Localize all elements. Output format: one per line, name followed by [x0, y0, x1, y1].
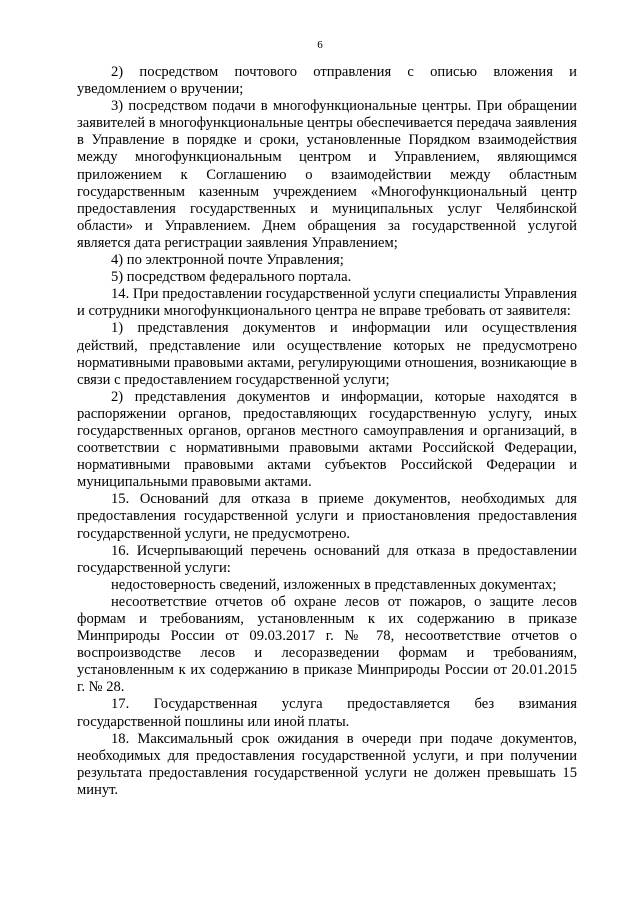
paragraph-item-16-ground-1: недостоверность сведений, изложенных в представленных документах;: [111, 576, 557, 593]
paragraph-email-submission: 4) по электронной почте Управления;: [111, 252, 344, 269]
paragraph-item-18: 18. Максимальный срок ожидания в очереди при подаче документов, необходимых для предоставления государственной услуги, и при получении результата предоставления государственной услуги не должен превышать 15 минут.: [77, 730, 577, 798]
paragraph-portal-submission: 5) посредством федерального портала.: [111, 269, 352, 286]
paragraph-item-17: 17. Государственная услуга предоставляется без взимания государственной пошлины или иной платы.: [77, 696, 577, 730]
page-number: 6: [317, 39, 323, 51]
paragraph-item-16: 16. Исчерпывающий перечень оснований для отказа в предоставлении государственной услуги:: [77, 542, 577, 576]
paragraph-item-14-sub-2: 2) представления документов и информации, которые находятся в распоряжении органов, предоставляющих государственную услугу, иных государственных органов, органов местного самоуправления и организаций, в соответствии с нормативными правовыми актами Российской Федерации, нормативными правовыми актами субъектов Российской Федерации и муниципальными правовыми актами.: [77, 388, 577, 491]
paragraph-item-14-sub-1: 1) представления документов и информации или осуществления действий, представление или осуществление которых не предусмотрено нормативными правовыми актами, регулирующими отношения, возникающие в связи с предоставлением государственной услуги;: [77, 320, 577, 388]
paragraph-item-14: 14. При предоставлении государственной услуги специалисты Управления и сотрудники многофункционального центра не вправе требовать от заявителя:: [77, 286, 577, 320]
paragraph-postal-submission: 2) посредством почтового отправления с описью вложения и уведомлением о вручении;: [77, 64, 577, 98]
paragraph-item-16-ground-2: несоответствие отчетов об охране лесов от пожаров, о защите лесов формам и требованиям, установленным к их содержанию в приказе Минприроды России от 09.03.2017 г. № 78, несоответствие отчетов о воспроизводстве лесов и лесоразведении формам и требованиям, установленным к их содержанию в приказе Минприроды России от 20.01.2015 г. № 28.: [77, 593, 577, 696]
paragraph-mfc-submission: 3) посредством подачи в многофункциональные центры. При обращении заявителей в многофункциональные центры обеспечивается передача заявления в Управление в порядке и сроки, установленные Порядком взаимодействия между многофункциональным центром и Управлением, являющимся приложением к Соглашению о взаимодействии между областным государственным казенным учреждением «Многофункциональный центр предоставления государственных и муниципальных услуг Челябинской области» и Управлением. Днем обращения за государственной услугой является дата регистрации заявления Управлением;: [77, 98, 577, 251]
body-text: [77, 64, 577, 799]
paragraph-item-15: 15. Оснований для отказа в приеме документов, необходимых для предоставления государственной услуги и приостановления предоставления государственной услуги, не предусмотрено.: [77, 491, 577, 542]
